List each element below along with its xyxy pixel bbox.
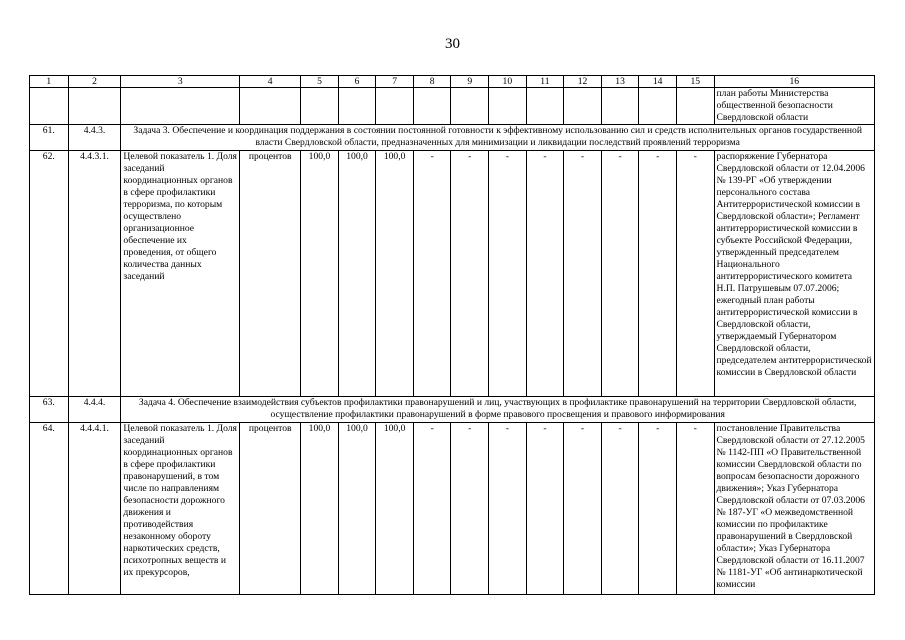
table-row-63 bbox=[30, 397, 875, 423]
col-header-16: 16 bbox=[714, 76, 874, 88]
value-col-11: - bbox=[526, 423, 564, 595]
value-col-13: - bbox=[601, 423, 639, 595]
value-col-5: 100,0 bbox=[301, 151, 339, 397]
value-col-5: 100,0 bbox=[301, 423, 339, 595]
program-table bbox=[29, 75, 875, 595]
unit-cell: процентов bbox=[240, 423, 301, 595]
basis-document-cell: распоряжение Губернатора Свердловской области от 12.04.2006 № 139-РГ «Об утверждении персонального состава Антитеррористической комиссии в Свердловской области»; Регламент антитеррористической комиссии в субъекте Российской Федерации, утвержденный председателем Национального антитеррористического комитета Н.П. Патрушевым 07.07.2006; ежегодный план работы антитеррористической комиссии в Свердловской области, утверждаемый Губернатором Свердловской области, председателем антитеррористической комиссии в Свердловской области bbox=[714, 151, 874, 397]
value-col-15: - bbox=[676, 151, 714, 397]
col-header-2: 2 bbox=[68, 76, 121, 88]
value-col-12: - bbox=[564, 423, 602, 595]
row-code: 4.4.4.1. bbox=[68, 423, 121, 595]
value-col-11: - bbox=[526, 151, 564, 397]
col-header-3: 3 bbox=[121, 76, 240, 88]
col-header-15: 15 bbox=[676, 76, 714, 88]
row-number: 63. bbox=[30, 397, 69, 423]
row-code: 4.4.3. bbox=[68, 125, 121, 151]
continuation-row bbox=[30, 88, 875, 125]
col-header-9: 9 bbox=[451, 76, 489, 88]
col-header-4: 4 bbox=[240, 76, 301, 88]
value-col-12: - bbox=[564, 151, 602, 397]
value-col-9: - bbox=[451, 423, 489, 595]
indicator-name: Целевой показатель 1. Доля заседаний координационных органов в сфере профилактики правонарушений, в том числе по направлениям безопасности дорожного движения и противодействия незаконному обороту наркотических средств, психотропных веществ и их прекурсоров, bbox=[121, 423, 240, 595]
col-header-14: 14 bbox=[639, 76, 677, 88]
value-col-8: - bbox=[413, 423, 451, 595]
row-number: 62. bbox=[30, 151, 69, 397]
value-col-7: 100,0 bbox=[376, 423, 414, 595]
col-header-10: 10 bbox=[489, 76, 527, 88]
row-number: 61. bbox=[30, 125, 69, 151]
col-header-1: 1 bbox=[30, 76, 69, 88]
value-col-15: - bbox=[676, 423, 714, 595]
table-row-62 bbox=[30, 151, 875, 397]
table-row-61 bbox=[30, 125, 875, 151]
row-code: 4.4.3.1. bbox=[68, 151, 121, 397]
basis-document-cell: план работы Министерства общественной безопасности Свердловской области bbox=[714, 88, 874, 125]
unit-cell: процентов bbox=[240, 151, 301, 397]
col-header-11: 11 bbox=[526, 76, 564, 88]
column-number-row bbox=[30, 76, 875, 88]
col-header-6: 6 bbox=[338, 76, 376, 88]
value-col-6: 100,0 bbox=[338, 423, 376, 595]
task-3-title: Задача 3. Обеспечение и координация поддержания в состоянии постоянной готовности к эффективному использованию сил и средств исполнительных органов государственной власти Свердловской области, предназначенных для минимизации и ликвидации последствий проявлений терроризма bbox=[121, 125, 875, 151]
task-4-title: Задача 4. Обеспечение взаимодействия субъектов профилактики правонарушений и лиц, участвующих в профилактике правонарушений на территории Свердловской области, осуществление профилактики правонарушений в форме правового просвещения и правового информирования bbox=[121, 397, 875, 423]
value-col-7: 100,0 bbox=[376, 151, 414, 397]
indicator-name: Целевой показатель 1. Доля заседаний координационных органов в сфере профилактики терроризма, по которым осуществлено организационное обеспечение их проведения, от общего количества данных заседаний bbox=[121, 151, 240, 397]
page-number: 30 bbox=[445, 36, 460, 52]
value-col-6: 100,0 bbox=[338, 151, 376, 397]
col-header-13: 13 bbox=[601, 76, 639, 88]
value-col-13: - bbox=[601, 151, 639, 397]
row-number: 64. bbox=[30, 423, 69, 595]
value-col-10: - bbox=[489, 423, 527, 595]
basis-document-cell: постановление Правительства Свердловской области от 27.12.2005 № 1142-ПП «О Правительственной комиссии Свердловской области по вопросам безопасности дорожного движения»; Указ Губернатора Свердловской области от 07.03.2006 № 187-УГ «О межведомственной комиссии по профилактике правонарушений в Свердловской области»; Указ Губернатора Свердловской области от 16.11.2007 № 1181-УГ «Об антинаркотической комиссии bbox=[714, 423, 874, 595]
value-col-14: - bbox=[639, 423, 677, 595]
col-header-5: 5 bbox=[301, 76, 339, 88]
value-col-8: - bbox=[413, 151, 451, 397]
value-col-9: - bbox=[451, 151, 489, 397]
value-col-14: - bbox=[639, 151, 677, 397]
col-header-8: 8 bbox=[413, 76, 451, 88]
table-row-64 bbox=[30, 423, 875, 595]
col-header-7: 7 bbox=[376, 76, 414, 88]
value-col-10: - bbox=[489, 151, 527, 397]
col-header-12: 12 bbox=[564, 76, 602, 88]
row-code: 4.4.4. bbox=[68, 397, 121, 423]
